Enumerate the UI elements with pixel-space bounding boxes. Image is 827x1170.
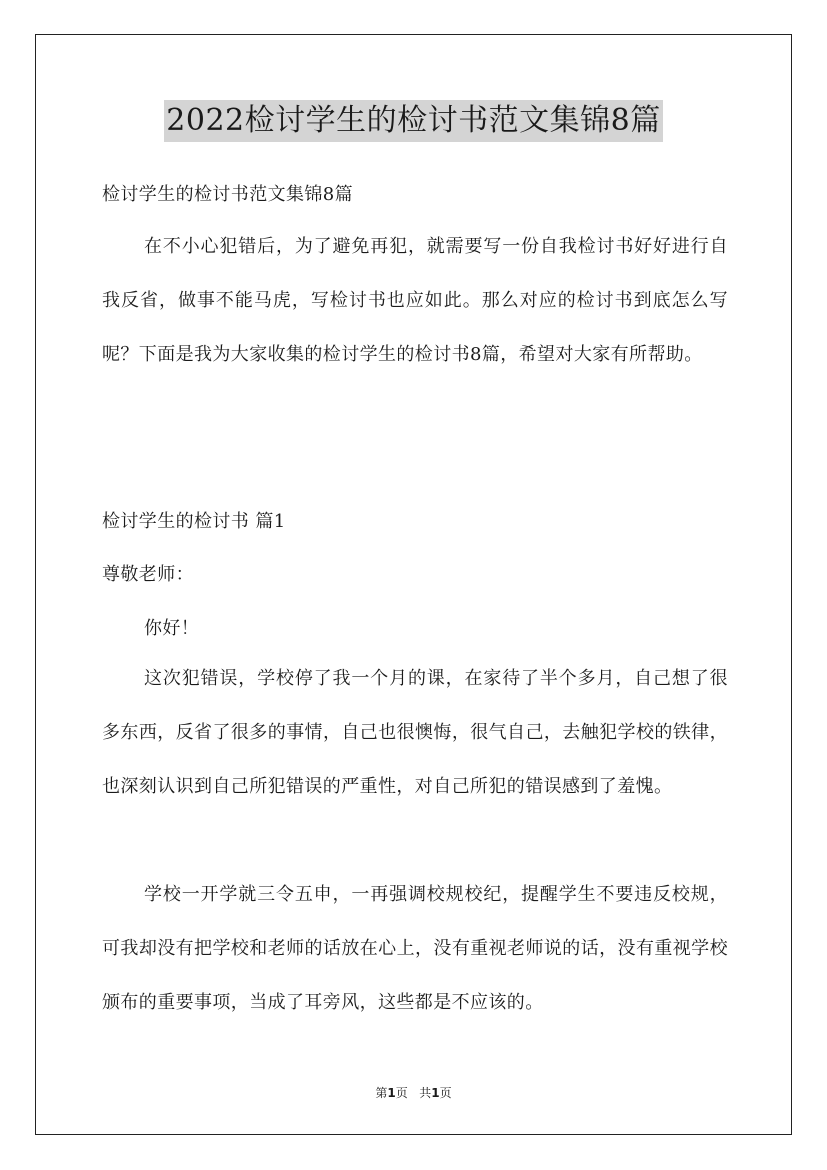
document-subtitle: 检讨学生的检讨书范文集锦8篇 <box>102 184 354 205</box>
footer-total-suffix: 页 <box>439 1086 452 1100</box>
section-heading: 检讨学生的检讨书 篇1 <box>102 511 286 532</box>
footer-total-number: 1 <box>431 1086 440 1100</box>
body-paragraph-1: 这次犯错误，学校停了我一个月的课，在家待了半个多月，自己想了很多东西，反省了很多的事情，自己也很懊悔，很气自己，去触犯学校的铁律，也深刻认识到自己所犯错误的严重性，对自己所犯的错误感到了羞愧。 <box>102 668 728 797</box>
intro-paragraph: 在不小心犯错后，为了避免再犯，就需要写一份自我检讨书好好进行自我反省，做事不能马虎，写检讨书也应如此。那么对应的检讨书到底怎么写呢？下面是我为大家收集的检讨学生的检讨书8篇，希望对大家有所帮助。 <box>102 236 728 365</box>
salutation: 尊敬老师： <box>102 564 194 585</box>
footer-page-prefix: 第 <box>375 1086 388 1100</box>
footer-page-suffix: 页 <box>395 1086 408 1100</box>
page-footer <box>0 1084 827 1101</box>
title-container <box>0 100 827 142</box>
footer-page-number: 1 <box>387 1086 396 1100</box>
greeting: 你好！ <box>144 618 200 639</box>
footer-total-prefix: 共 <box>419 1086 432 1100</box>
document-title: 2022检讨学生的检讨书范文集锦8篇 <box>164 100 662 142</box>
body-paragraph-2: 学校一开学就三令五申，一再强调校规校纪，提醒学生不要违反校规，可我却没有把学校和老师的话放在心上，没有重视老师说的话，没有重视学校颁布的重要事项，当成了耳旁风，这些都是不应该的。 <box>102 884 728 1013</box>
